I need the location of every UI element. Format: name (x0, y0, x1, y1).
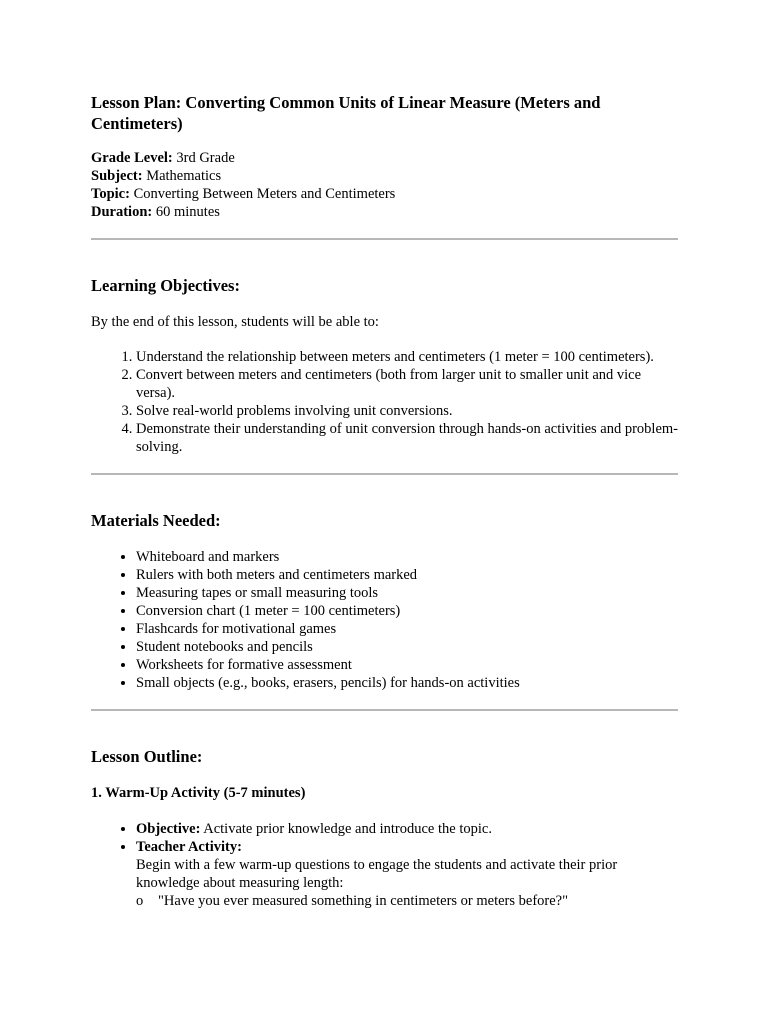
list-item: 4. Demonstrate their understanding of unit conversion through hands-on activities and problem-solving. (136, 420, 678, 456)
document-title: Lesson Plan: Converting Common Units of Linear Measure (Meters and Centimeters) (91, 93, 601, 133)
warmup-questions (136, 892, 678, 910)
item-text: Begin with a few warm-up questions to engage the students and activate their prior knowledge about measuring length: (136, 857, 618, 891)
objectives-intro: By the end of this lesson, students will be able to: (91, 314, 379, 330)
lesson-meta (91, 149, 678, 221)
objectives-heading: Learning Objectives: (91, 276, 240, 295)
list-item: • Whiteboard and markers (136, 548, 678, 566)
section-divider (91, 709, 678, 711)
meta-value: 3rd Grade (176, 150, 235, 166)
materials-list (91, 548, 678, 692)
meta-label: Duration: (91, 204, 153, 220)
list-item: • Conversion chart (1 meter = 100 centimeters) (136, 602, 678, 620)
materials-heading: Materials Needed: (91, 511, 221, 530)
list-item: o "Have you ever measured something in centimeters or meters before?" (158, 892, 678, 910)
list-item: 3. Solve real-world problems involving unit conversions. (136, 402, 678, 420)
list-item: 2. Convert between meters and centimeters (both from larger unit to smaller unit and vice versa). (136, 366, 678, 402)
list-item: • Rulers with both meters and centimeters marked (136, 566, 678, 584)
meta-value: 60 minutes (155, 204, 220, 220)
list-item: • Small objects (e.g., books, erasers, pencils) for hands-on activities (136, 674, 678, 692)
meta-label: Subject: (91, 168, 143, 184)
warmup-objective (136, 820, 678, 838)
meta-label: Grade Level: (91, 150, 173, 166)
list-item: 1. Understand the relationship between meters and centimeters (1 meter = 100 centimeters). (136, 348, 678, 366)
meta-label: Topic: (91, 186, 130, 202)
list-item: • Measuring tapes or small measuring tools (136, 584, 678, 602)
item-label: Objective: (136, 821, 201, 837)
meta-value: Converting Between Meters and Centimeters (133, 186, 396, 202)
list-item: • Flashcards for motivational games (136, 620, 678, 638)
objectives-list (91, 348, 678, 456)
meta-duration (91, 203, 678, 221)
meta-grade-level (91, 149, 678, 167)
list-item: • Student notebooks and pencils (136, 638, 678, 656)
list-item: • Worksheets for formative assessment (136, 656, 678, 674)
section-divider (91, 238, 678, 240)
meta-topic (91, 185, 678, 203)
section-divider (91, 473, 678, 475)
item-text: Activate prior knowledge and introduce the topic. (203, 821, 492, 837)
warmup-heading: 1. Warm-Up Activity (5-7 minutes) (91, 785, 306, 801)
item-label: Teacher Activity: (136, 839, 242, 855)
meta-subject (91, 167, 678, 185)
meta-value: Mathematics (146, 168, 222, 184)
outline-heading: Lesson Outline: (91, 747, 203, 766)
warmup-list (91, 820, 678, 910)
warmup-teacher-activity (136, 838, 678, 910)
